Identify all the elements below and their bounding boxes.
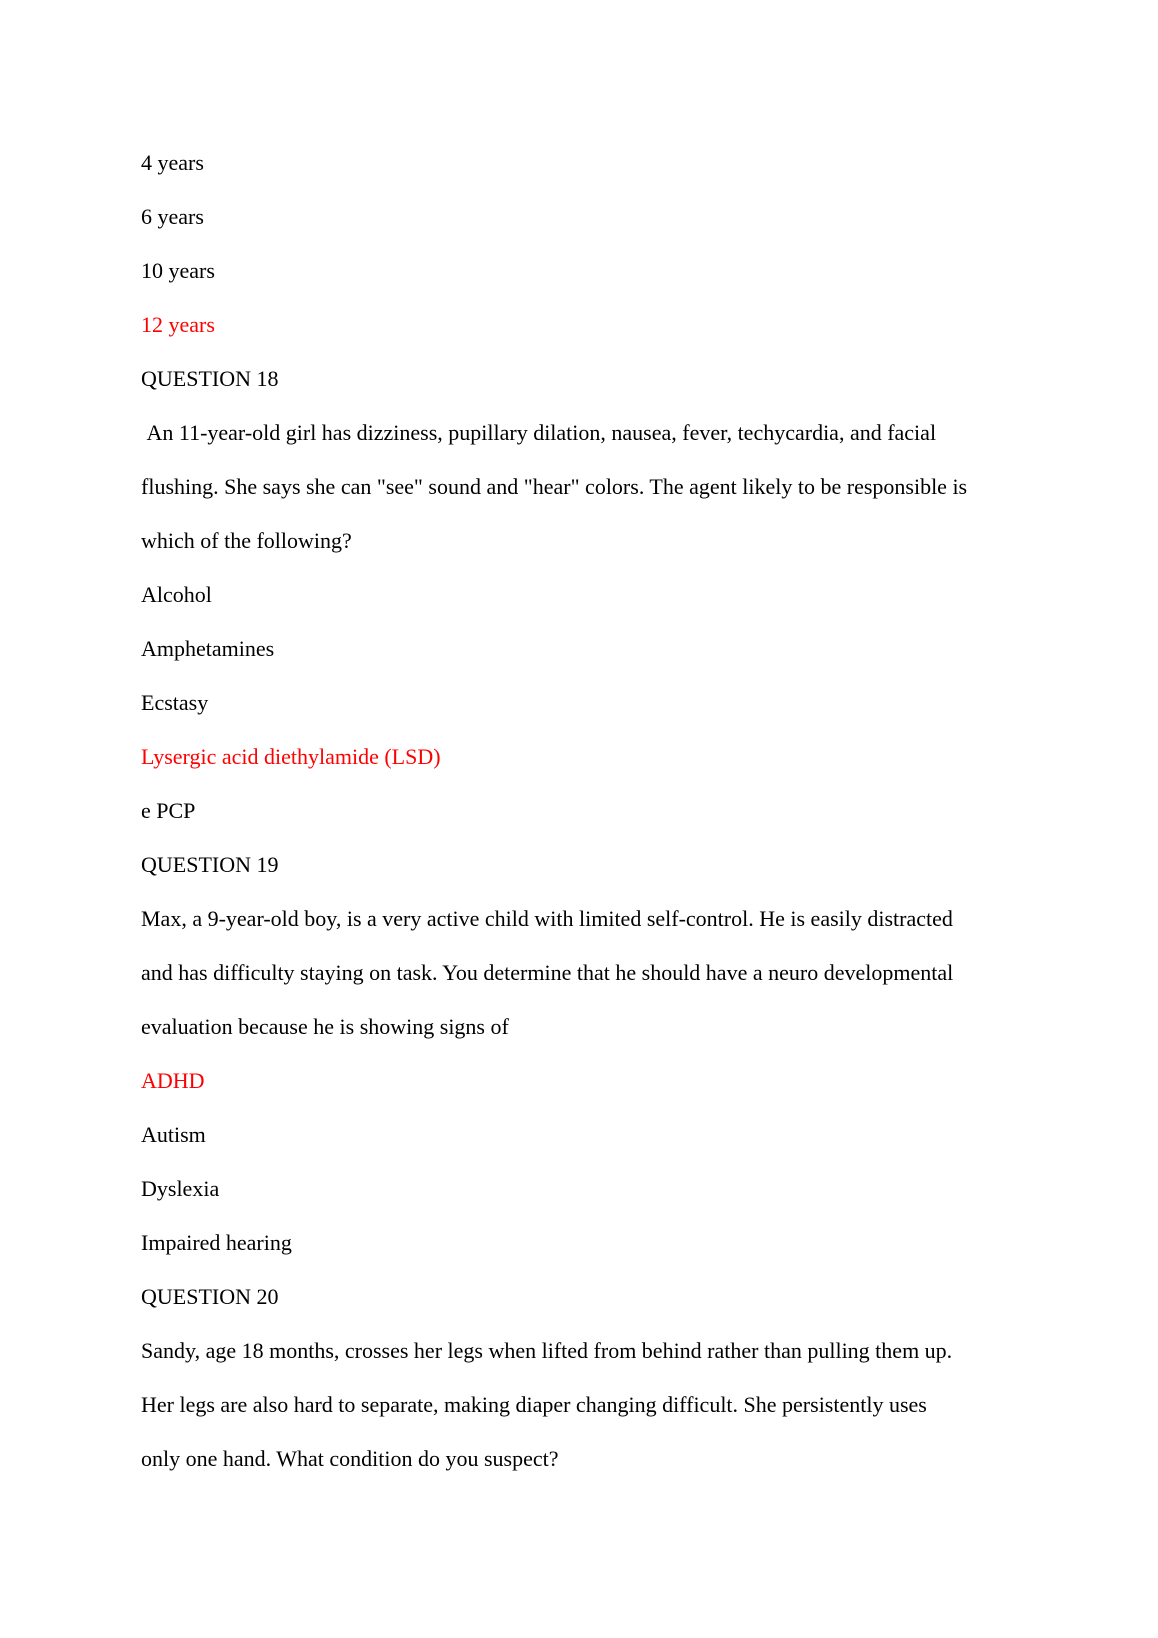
q18-option-3: Ecstasy bbox=[141, 690, 209, 715]
q19-prompt-line-2: and has difficulty staying on task. You determine that he should have a neuro developmental bbox=[141, 960, 954, 985]
q19-prompt-line-1: Max, a 9-year-old boy, is a very active child with limited self-control. He is easily distracted bbox=[141, 906, 953, 931]
q18-option-4-correct: Lysergic acid diethylamide (LSD) bbox=[141, 744, 441, 769]
q18-option-1: Alcohol bbox=[141, 582, 212, 607]
q18-prompt-line-2: flushing. She says she can "see" sound and "hear" colors. The agent likely to be responsible is bbox=[141, 474, 968, 499]
q20-prompt-line-1: Sandy, age 18 months, crosses her legs when lifted from behind rather than pulling them up. bbox=[141, 1338, 953, 1363]
q18-heading: QUESTION 18 bbox=[141, 366, 279, 391]
q17-option-3: 10 years bbox=[141, 258, 215, 283]
q17-option-1: 4 years bbox=[141, 150, 204, 175]
question-18 bbox=[141, 352, 1041, 838]
question-17-options bbox=[141, 136, 1041, 352]
q18-option-2: Amphetamines bbox=[141, 636, 275, 661]
q20-heading: QUESTION 20 bbox=[141, 1284, 279, 1309]
question-19 bbox=[141, 838, 1041, 1270]
q18-prompt-line-1: An 11-year-old girl has dizziness, pupillary dilation, nausea, fever, techycardia, and facial bbox=[141, 420, 937, 445]
q19-option-2: Autism bbox=[141, 1122, 206, 1147]
q19-option-1-correct: ADHD bbox=[141, 1068, 205, 1093]
q19-option-3: Dyslexia bbox=[141, 1176, 220, 1201]
q19-option-4: Impaired hearing bbox=[141, 1230, 292, 1255]
question-20 bbox=[141, 1270, 1041, 1486]
q20-prompt-line-2: Her legs are also hard to separate, making diaper changing difficult. She persistently uses bbox=[141, 1392, 927, 1417]
document-body bbox=[141, 136, 1041, 1486]
q19-prompt-line-3: evaluation because he is showing signs of bbox=[141, 1014, 509, 1039]
q20-prompt-line-3: only one hand. What condition do you suspect? bbox=[141, 1446, 559, 1471]
q18-prompt-line-3: which of the following? bbox=[141, 528, 352, 553]
q19-heading: QUESTION 19 bbox=[141, 852, 279, 877]
q17-option-2: 6 years bbox=[141, 204, 204, 229]
q18-option-5: e PCP bbox=[141, 798, 196, 823]
q17-option-4-correct: 12 years bbox=[141, 312, 215, 337]
